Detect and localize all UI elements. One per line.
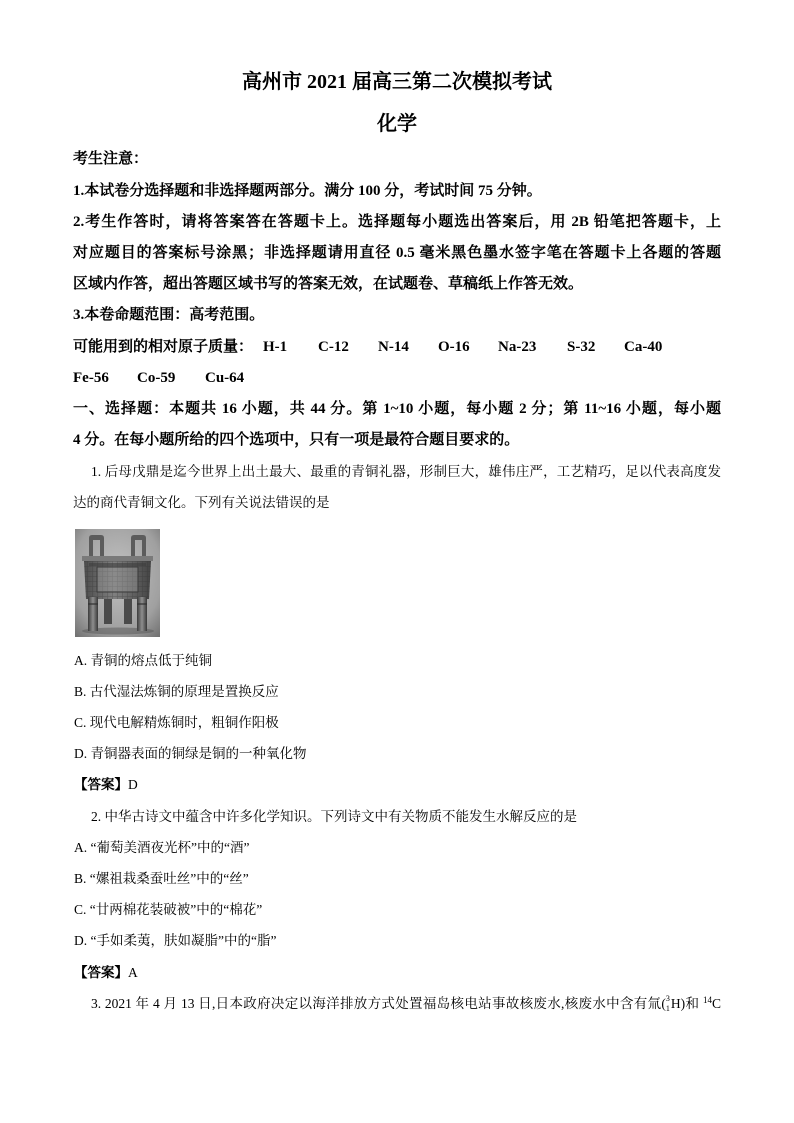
section-heading: 一、选择题：本题共 16 小题，共 44 分。第 1~10 小题，每小题 2 分；第 11~16 小题，每小题: [73, 400, 721, 417]
answer-value: A: [128, 964, 138, 980]
option-d: D. 青铜器表面的铜绿是铜的一种氧化物: [74, 746, 307, 762]
notice-item: 2.考生作答时，请将答案答在答题卡上。选择题每小题选出答案后，用 2B 铅笔把答题卡，上: [73, 213, 721, 230]
bronze-ding-image: [75, 529, 160, 637]
isotope-atomic-number: 1: [665, 1003, 670, 1013]
atomic-mass-item: C-12: [318, 338, 349, 355]
atomic-mass-item: Na-23: [498, 338, 537, 355]
option-b: B. 古代湿法炼铜的原理是置换反应: [74, 683, 279, 699]
option-b: B. “嫘祖栽桑蚕吐丝”中的“丝”: [74, 870, 249, 886]
answer-line: [73, 769, 721, 800]
notice-item: 1.本试卷分选择题和非选择题两部分。满分 100 分，考试时间 75 分钟。: [73, 182, 542, 199]
answer-line: [73, 957, 721, 988]
answer-label: 【答案】: [74, 777, 128, 793]
question-stem-text: 3. 2021 年 4 月 13 日,日本政府决定以海洋排放方式处置福岛核电站事故核废水,核废水中含有氚(: [91, 995, 666, 1011]
isotope-mass-number: 3: [665, 993, 670, 1003]
question-stem-text: )和: [680, 995, 703, 1011]
isotope-mass-number: 14: [703, 994, 712, 1005]
atomic-mass-item: Ca-40: [624, 338, 663, 355]
option-c: C. 现代电解精炼铜时，粗铜作阳极: [74, 715, 279, 730]
atomic-masses-row: [73, 332, 721, 363]
option-a: A. “葡萄美酒夜光杯”中的“酒”: [74, 839, 250, 855]
ding-rim: [82, 556, 153, 561]
atomic-masses-row: [73, 363, 721, 394]
option-a: A. 青铜的熔点低于纯铜: [74, 652, 212, 668]
answer-value: D: [128, 777, 138, 793]
option-c: C. “廿两棉花装破被”中的“棉花”: [74, 902, 263, 918]
isotope-symbol: C: [712, 995, 721, 1011]
carbon-14-isotope: [703, 996, 721, 1011]
option-d: D. “手如柔荑，肤如凝脂”中的“脂”: [74, 933, 277, 949]
question-stem: 2. 中华古诗文中蕴含中许多化学知识。下列诗文中有关物质不能发生水解反应的是: [91, 808, 577, 824]
exam-title: 高州市 2021 届高三第二次模拟考试: [242, 71, 552, 93]
answer-label: 【答案】: [74, 964, 128, 980]
ding-body: [84, 561, 151, 599]
isotope-symbol: H: [670, 995, 681, 1011]
atomic-masses-label: 可能用到的相对原子质量：: [73, 338, 254, 355]
bronze-ding-photo: [75, 529, 160, 637]
notice-item: 3.本卷命题范围：高考范围。: [73, 307, 265, 324]
atomic-mass-item: S-32: [567, 338, 596, 355]
atomic-mass-item: N-14: [378, 338, 409, 355]
atomic-mass-item: Co-59: [137, 369, 176, 386]
question-stem: 1. 后母戊鼎是迄今世界上出土最大、最重的青铜礼器，形制巨大，雄伟庄严，工艺精巧，足以代表高度发: [91, 464, 721, 480]
atomic-mass-item: Cu-64: [205, 369, 245, 386]
atomic-mass-item: O-16: [438, 338, 470, 355]
tritium-isotope: [665, 993, 681, 1013]
atomic-mass-item: H-1: [263, 338, 288, 355]
notice-item-continued: 对应题目的答案标号涂黑；非选择题请用直径 0.5 毫米黑色墨水签字笔在答题卡上各题的答题: [73, 244, 721, 261]
section-heading-continued: 4 分。在每小题所给的四个选项中，只有一项是最符合题目要求的。: [73, 432, 520, 449]
exam-page: [73, 67, 721, 1019]
notice-item-continued: 区域内作答，超出答题区域书写的答案无效，在试题卷、草稿纸上作答无效。: [73, 276, 584, 293]
notice-heading: 考生注意：: [73, 151, 149, 168]
subject-title: 化学: [377, 113, 417, 136]
question-stem-continued: 达的商代青铜文化。下列有关说法错误的是: [73, 495, 330, 511]
atomic-mass-item: Fe-56: [73, 369, 109, 386]
question-stem: [73, 988, 721, 1019]
